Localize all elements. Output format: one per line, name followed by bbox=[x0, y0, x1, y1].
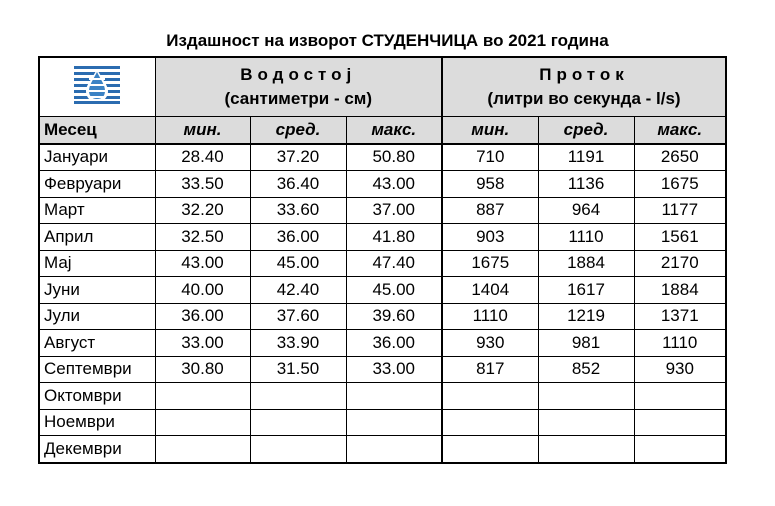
level-min-cell: 33.00 bbox=[155, 330, 250, 357]
level-min-cell: 33.50 bbox=[155, 171, 250, 198]
flow-max-cell: 2650 bbox=[634, 144, 726, 171]
flow-group-header bbox=[442, 57, 726, 117]
water-level-unit: (сантиметри - см) bbox=[224, 89, 373, 108]
flow-unit: (литри во секунда - l/s) bbox=[487, 89, 681, 108]
table-row bbox=[39, 277, 726, 304]
level-max-cell: 47.40 bbox=[346, 250, 442, 277]
flow-avg-cell: 852 bbox=[538, 356, 634, 383]
flow-avg-cell: 1110 bbox=[538, 224, 634, 251]
month-cell: Април bbox=[39, 224, 155, 251]
level-max-cell: 43.00 bbox=[346, 171, 442, 198]
flow-avg-cell: 1219 bbox=[538, 303, 634, 330]
level-max-cell: 50.80 bbox=[346, 144, 442, 171]
month-cell: Јули bbox=[39, 303, 155, 330]
group-header-row bbox=[39, 57, 726, 117]
flow-avg-cell: 1884 bbox=[538, 250, 634, 277]
flow-max-cell: 1177 bbox=[634, 197, 726, 224]
table-row bbox=[39, 171, 726, 198]
level-min-cell bbox=[155, 409, 250, 436]
level-max-cell: 39.60 bbox=[346, 303, 442, 330]
level-min-cell: 28.40 bbox=[155, 144, 250, 171]
level-avg-cell: 33.90 bbox=[250, 330, 346, 357]
flow-min-cell: 887 bbox=[442, 197, 538, 224]
flow-avg-cell bbox=[538, 436, 634, 463]
water-level-group-header bbox=[155, 57, 442, 117]
flow-min-cell: 1675 bbox=[442, 250, 538, 277]
flow-max-cell bbox=[634, 409, 726, 436]
flow-min-cell: 1404 bbox=[442, 277, 538, 304]
water-drop-logo-icon bbox=[72, 63, 122, 105]
flow-min-cell: 930 bbox=[442, 330, 538, 357]
month-cell: Октомври bbox=[39, 383, 155, 410]
month-cell: Септември bbox=[39, 356, 155, 383]
flow-max-cell bbox=[634, 436, 726, 463]
table-row bbox=[39, 303, 726, 330]
level-avg-cell bbox=[250, 436, 346, 463]
level-min-cell: 40.00 bbox=[155, 277, 250, 304]
flow-max-header: макс. bbox=[634, 117, 726, 144]
flow-title: Проток bbox=[539, 65, 629, 84]
spring-yield-table bbox=[38, 56, 727, 464]
table-row bbox=[39, 356, 726, 383]
table-row bbox=[39, 224, 726, 251]
level-avg-header: сред. bbox=[250, 117, 346, 144]
level-min-cell: 32.50 bbox=[155, 224, 250, 251]
level-max-cell bbox=[346, 436, 442, 463]
flow-avg-cell: 1191 bbox=[538, 144, 634, 171]
flow-avg-cell: 1617 bbox=[538, 277, 634, 304]
flow-max-cell: 1561 bbox=[634, 224, 726, 251]
flow-max-cell: 1371 bbox=[634, 303, 726, 330]
flow-avg-cell bbox=[538, 383, 634, 410]
table-row bbox=[39, 197, 726, 224]
table-row bbox=[39, 330, 726, 357]
month-cell: Јануари bbox=[39, 144, 155, 171]
flow-min-cell: 817 bbox=[442, 356, 538, 383]
level-max-cell bbox=[346, 383, 442, 410]
flow-max-cell: 1675 bbox=[634, 171, 726, 198]
table-row bbox=[39, 383, 726, 410]
month-cell: Август bbox=[39, 330, 155, 357]
level-avg-cell: 36.00 bbox=[250, 224, 346, 251]
table-row bbox=[39, 144, 726, 171]
flow-min-cell: 903 bbox=[442, 224, 538, 251]
flow-min-cell bbox=[442, 436, 538, 463]
flow-min-cell bbox=[442, 383, 538, 410]
flow-min-header: мин. bbox=[442, 117, 538, 144]
month-column-header: Месец bbox=[39, 117, 155, 144]
level-min-cell: 30.80 bbox=[155, 356, 250, 383]
level-avg-cell bbox=[250, 383, 346, 410]
level-max-header: макс. bbox=[346, 117, 442, 144]
level-avg-cell: 37.60 bbox=[250, 303, 346, 330]
column-header-row bbox=[39, 117, 726, 144]
flow-max-cell: 1884 bbox=[634, 277, 726, 304]
level-max-cell: 37.00 bbox=[346, 197, 442, 224]
water-level-title: Водостој bbox=[240, 65, 357, 84]
level-min-cell bbox=[155, 436, 250, 463]
level-max-cell: 36.00 bbox=[346, 330, 442, 357]
flow-max-cell bbox=[634, 383, 726, 410]
month-cell: Мај bbox=[39, 250, 155, 277]
month-cell: Февруари bbox=[39, 171, 155, 198]
level-min-header: мин. bbox=[155, 117, 250, 144]
level-max-cell: 45.00 bbox=[346, 277, 442, 304]
flow-max-cell: 2170 bbox=[634, 250, 726, 277]
flow-avg-header: сред. bbox=[538, 117, 634, 144]
level-min-cell: 32.20 bbox=[155, 197, 250, 224]
month-cell: Декември bbox=[39, 436, 155, 463]
level-avg-cell: 37.20 bbox=[250, 144, 346, 171]
level-min-cell: 36.00 bbox=[155, 303, 250, 330]
level-min-cell: 43.00 bbox=[155, 250, 250, 277]
level-max-cell: 41.80 bbox=[346, 224, 442, 251]
flow-avg-cell: 1136 bbox=[538, 171, 634, 198]
level-avg-cell: 42.40 bbox=[250, 277, 346, 304]
month-cell: Март bbox=[39, 197, 155, 224]
table-title: Издашност на изворот СТУДЕНЧИЦА во 2021 година bbox=[166, 31, 609, 50]
table-row bbox=[39, 436, 726, 463]
flow-min-cell: 1110 bbox=[442, 303, 538, 330]
level-avg-cell: 33.60 bbox=[250, 197, 346, 224]
level-min-cell bbox=[155, 383, 250, 410]
level-max-cell bbox=[346, 409, 442, 436]
flow-min-cell bbox=[442, 409, 538, 436]
level-avg-cell bbox=[250, 409, 346, 436]
flow-avg-cell: 981 bbox=[538, 330, 634, 357]
flow-avg-cell bbox=[538, 409, 634, 436]
flow-min-cell: 710 bbox=[442, 144, 538, 171]
month-cell: Јуни bbox=[39, 277, 155, 304]
table-row bbox=[39, 409, 726, 436]
level-avg-cell: 31.50 bbox=[250, 356, 346, 383]
level-avg-cell: 45.00 bbox=[250, 250, 346, 277]
table-row bbox=[39, 250, 726, 277]
flow-avg-cell: 964 bbox=[538, 197, 634, 224]
month-cell: Ноември bbox=[39, 409, 155, 436]
flow-min-cell: 958 bbox=[442, 171, 538, 198]
flow-max-cell: 1110 bbox=[634, 330, 726, 357]
level-avg-cell: 36.40 bbox=[250, 171, 346, 198]
logo-cell bbox=[39, 57, 155, 117]
flow-max-cell: 930 bbox=[634, 356, 726, 383]
level-max-cell: 33.00 bbox=[346, 356, 442, 383]
